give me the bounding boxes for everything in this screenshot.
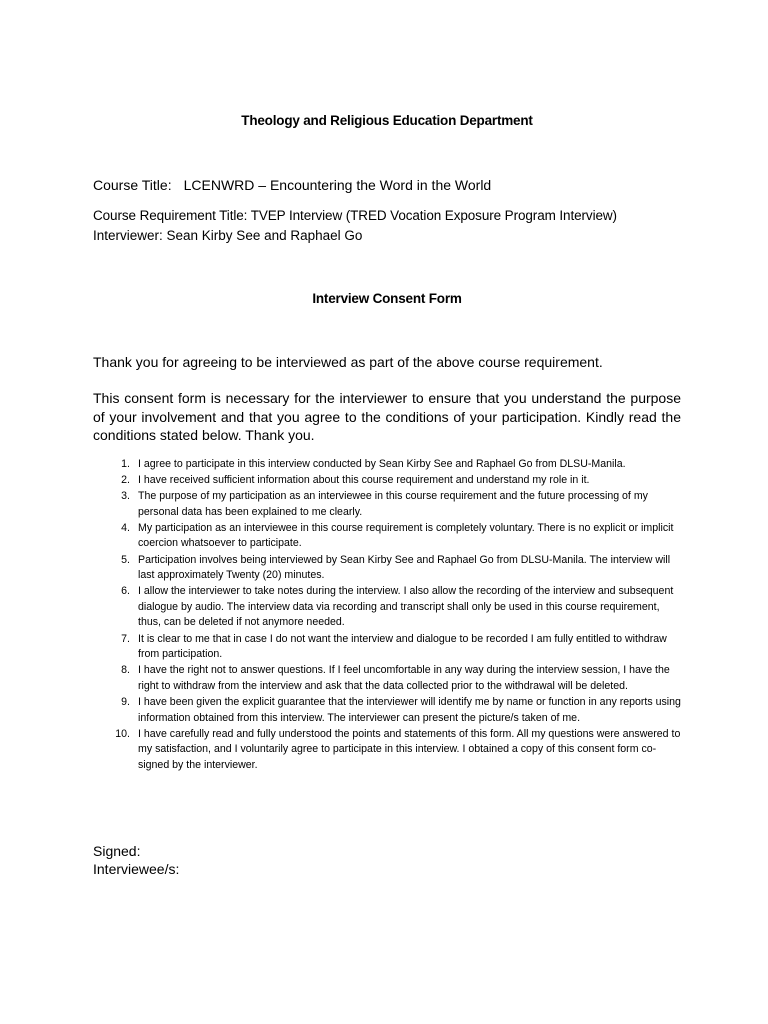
condition-item bbox=[110, 663, 682, 694]
condition-number: 3. bbox=[121, 490, 130, 503]
condition-item bbox=[110, 632, 682, 663]
condition-item bbox=[110, 584, 682, 631]
condition-text: My participation as an interviewee in this course requirement is completely voluntary. There is no explicit or implicit coercion whatsoever to participate. bbox=[138, 521, 674, 550]
intro-paragraph: This consent form is necessary for the interviewer to ensure that you understand the purpose of your involvement and that you agree to the conditions of your participation. Kindly read the conditions stated below. Thank you. bbox=[93, 390, 681, 443]
interviewee-label: Interviewee/s: bbox=[93, 861, 180, 877]
course-title-line bbox=[93, 177, 491, 193]
condition-number: 6. bbox=[121, 585, 130, 598]
condition-number: 8. bbox=[121, 664, 130, 677]
condition-text: I allow the interviewer to take notes during the interview. I also allow the recording of the interview and subsequent dialogue by audio. The interview data via recording and transcript shall only be used in this course requirement, thus, can be deleted if not anymore needed. bbox=[138, 585, 674, 629]
interviewer-line: Interviewer: Sean Kirby See and Raphael Go bbox=[93, 228, 363, 243]
condition-text: The purpose of my participation as an interviewee in this course requirement and the future processing of my personal data has been explained to me clearly. bbox=[138, 490, 648, 518]
condition-item bbox=[110, 489, 682, 520]
condition-text: Participation involves being interviewed by Sean Kirby See and Raphael Go from DLSU-Manila. The interview will last approximately Twenty (20) minutes. bbox=[138, 553, 671, 582]
condition-number: 10. bbox=[115, 727, 130, 740]
condition-text: I have received sufficient information about this course requirement and understand my role in it. bbox=[138, 474, 590, 487]
condition-item bbox=[110, 553, 682, 584]
condition-item bbox=[110, 727, 682, 774]
condition-number: 9. bbox=[121, 695, 130, 708]
condition-text: I have the right not to answer questions. If I feel uncomfortable in any way during the interview session, I have the right to withdraw from the interview and ask that the data collected prior to the withdrawal will be deleted. bbox=[138, 664, 670, 692]
condition-number: 1. bbox=[121, 458, 130, 470]
condition-number: 7. bbox=[121, 632, 130, 645]
course-title-label: Course Title: bbox=[93, 177, 172, 193]
course-title-value: LCENWRD – Encountering the Word in the World bbox=[183, 177, 492, 193]
condition-item bbox=[110, 521, 682, 552]
condition-item bbox=[110, 695, 682, 726]
course-requirement-title: Course Requirement Title: TVEP Interview (TRED Vocation Exposure Program Interview) bbox=[93, 208, 617, 223]
condition-text: I have been given the explicit guarantee that the interviewer will identify me by name or function in any reports using information obtained from this interview. The interviewer can present the picture/s taken of me. bbox=[138, 695, 681, 724]
condition-number: 2. bbox=[121, 474, 130, 487]
signed-label: Signed: bbox=[93, 843, 141, 859]
form-title: Interview Consent Form bbox=[312, 291, 462, 306]
thanks-paragraph: Thank you for agreeing to be interviewed as part of the above course requirement. bbox=[93, 354, 603, 370]
condition-item bbox=[110, 457, 682, 473]
conditions-list bbox=[110, 457, 682, 774]
condition-text: I have carefully read and fully understood the points and statements of this form. All my questions were answered to my satisfaction, and I voluntarily agree to participate in this interview. I obtained a copy of this consent form co-signed by the interviewer. bbox=[138, 727, 681, 771]
condition-number: 4. bbox=[121, 521, 130, 534]
condition-item bbox=[110, 473, 682, 489]
condition-text: I agree to participate in this interview conducted by Sean Kirby See and Raphael Go from DLSU-Manila. bbox=[138, 458, 626, 470]
condition-text: It is clear to me that in case I do not want the interview and dialogue to be recorded I am fully entitled to withdraw from participation. bbox=[138, 632, 667, 661]
department-heading: Theology and Religious Education Department bbox=[241, 113, 533, 128]
condition-number: 5. bbox=[121, 553, 130, 566]
